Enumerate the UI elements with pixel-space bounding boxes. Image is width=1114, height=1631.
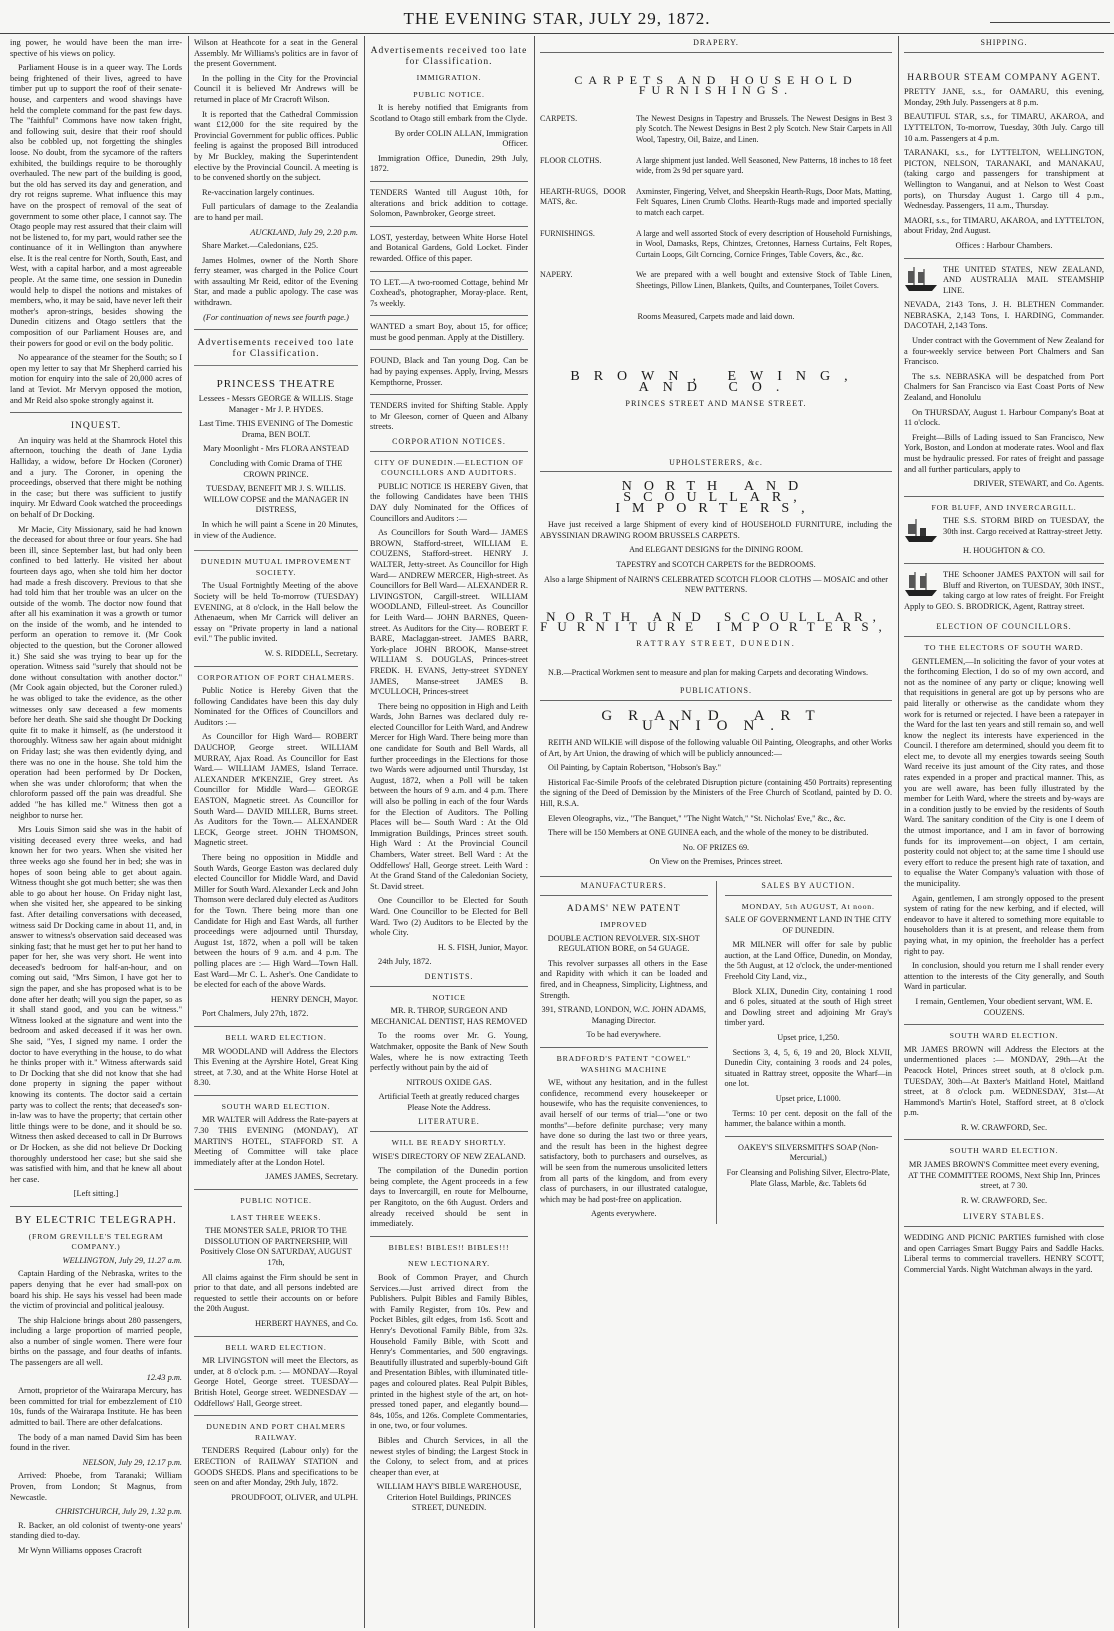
ad-text: Have just received a large Shipment of every kind of HOUSEHOLD FURNITURE, including the ABYSSINIAN DRAWING ROOM BRUSSELS CARPETS. <box>540 520 892 540</box>
ad-text: The compilation of the Dunedin portion being complete, the Agent proceeds in a few days to Invercargill, en route for Melbourne, per Rangitoto, on the 6th August. Orders and already received should be sent in immediately. <box>370 1166 528 1229</box>
section-heading: DENTISTS. <box>370 972 528 987</box>
ad-signature: PROUDFOOT, OLIVER, and ULPH. <box>231 1492 358 1502</box>
upholsterers-firm-2: NORTH AND SCOULLAR, FURNITURE IMPORTERS, <box>540 608 892 635</box>
section-heading: LITERATURE. <box>370 1117 528 1132</box>
ad-text: LOST, yesterday, between White Horse Hotel and Botanical Gardens, Gold Locket. Finder rewarded. Office of this paper. <box>370 232 528 263</box>
ad-title: DUNEDIN AND PORT CHALMERS RAILWAY. <box>206 1422 346 1442</box>
article-text: Share Market.—Caledonians, £25. <box>202 241 319 251</box>
ship-icon <box>904 265 938 293</box>
ad-text: MR LIVINGSTON will meet the Electors, as under, at 8 o'clock p.m. :— MONDAY—Royal George Hotel, George street. TUESDAY—British Hotel, George street. WEDNESDAY — Oddfellows' Hall, George street. <box>194 1356 358 1408</box>
ad-text: WISE'S DIRECTORY OF NEW ZEALAND. <box>372 1151 526 1161</box>
divider <box>904 1024 1104 1025</box>
dateline: WELLINGTON, July 29, 11.27 a.m. <box>62 1255 182 1265</box>
ad-text: In conclusion, should you return me I shall render every attention to the interests of the City generally, and South Ward in particular. <box>904 961 1104 992</box>
column-rule <box>534 36 535 1628</box>
ad-signature: R. W. CRAWFORD, Sec. <box>960 1122 1048 1132</box>
article-text: It is reported that the Cathedral Commission want £12,000 for the site required by the Provincial Government for public offices. Public feeling is against the proposed Bill introduced by Mr Buckley, making the Superintendent elective by the Provincial Council. A meeting is to be convened shortly on the subject. <box>194 109 358 183</box>
drapery-text: A large shipment just landed. Well Seasoned, New Patterns, 18 inches to 18 feet wide, from 2s 9d per square yard. <box>636 155 892 176</box>
divider <box>370 271 528 272</box>
ad-text: The Usual Fortnightly Meeting of the above Society will be held To-morrow (TUESDAY) EVENING, at 8 o'clock, in the Hall below the Athenaeum, when Mr Carrick will deliver an essay on "Private property in land a national evil." The public invited. <box>194 581 358 644</box>
ad-text: TENDERS Required (Labour only) for the ERECTION of RAILWAY STATION and GOODS SHEDS. Plans and specifications to be seen on and after Monday, 29th July, 1872. <box>194 1446 358 1488</box>
drapery-list <box>540 114 892 292</box>
ad-text: MR WALTER will Address the Rate-payers at 7.30 THIS EVENING (MONDAY), AT MARTIN'S HOTEL, STAFFORD ST. A Meeting of Committee will take place immediately after at the London Hotel. <box>194 1115 358 1167</box>
ad-text: It is hereby notified that Emigrants from Scotland to Otago still embark from the Clyde. <box>370 103 528 123</box>
dateline: CHRISTCHURCH, July 29, 1.32 p.m. <box>55 1507 182 1517</box>
ad-text: FOUND, Black and Tan young Dog. Can be had by paying expenses. Apply, Irving, Messrs Kempthorne, Prosser. <box>370 356 528 387</box>
drapery-row <box>540 229 892 261</box>
ad-title: SOUTH WARD ELECTION. <box>949 1146 1059 1156</box>
ship-icon <box>904 570 938 598</box>
ad-signature: DRIVER, STEWART, and Co. Agents. <box>973 479 1104 489</box>
ad-subtitle: NEW LECTIONARY. <box>408 1259 490 1269</box>
art-union-title: GRAND ART UNION. <box>601 707 831 735</box>
masthead-title: THE EVENING STAR, JULY 29, 1872. <box>403 9 711 28</box>
ad-title: FOR BLUFF, AND INVERCARGILL. <box>931 502 1077 512</box>
ad-title: CORPORATION OF PORT CHALMERS. <box>197 672 355 682</box>
divider <box>194 1336 358 1337</box>
divider <box>10 412 182 413</box>
divider <box>194 1095 358 1096</box>
left-sitting-note: [Left sitting.] <box>73 1189 119 1199</box>
drapery-firm: BROWN, EWING, AND CO. <box>570 369 862 395</box>
ad-signature: W. S. RIDDELL, Secretary. <box>264 648 358 658</box>
ad-text: MR MILNER will offer for sale by public auction, at the Land Office, Dunedin, on Monday, the 5th August, at 12 o'clock, the under-mentioned Freehold City Land, viz., <box>724 940 892 982</box>
ad-signature: WILLIAM HAY'S BIBLE WAREHOUSE, Criterion Hotel Buildings, PRINCES STREET, DUNEDIN. <box>376 1482 522 1513</box>
ad-title: OAKEY'S SILVERSMITH'S SOAP (Non-Mercurial,) <box>738 1142 879 1163</box>
ad-text: REITH AND WILKIE will dispose of the following valuable Oil Painting, Oleographs, and other Works of Art, by Art Union, the drawing of which will be publicly announced:— <box>540 737 892 758</box>
ad-text: Last Time. THIS EVENING of The Domestic Drama, BEN BOLT. <box>199 419 353 439</box>
drapery-text: A large and well assorted Stock of every description of Household Furnishings, in Wool, Damasks, Reps, Chintzes, Cretonnes, Harness Curtains, Felt Ropes, Curtain Loops, Gilt Corncing, Cornice Fringes, Table Covers, &c., &c. <box>636 228 892 259</box>
ad-signature: H. S. FISH, Junior, Mayor. <box>437 942 528 952</box>
ad-text: To the rooms over Mr. G. Young, Watchmaker, opposite the Bank of New South Wales, where he is now extracting Teeth perfectly without pain by the aid of <box>370 1031 528 1073</box>
ad-text: There will be 150 Members at ONE GUINEA each, and the whole of the money to be distributed. <box>548 828 869 838</box>
ad-title: SALE OF GOVERNMENT LAND IN THE CITY OF DUNEDIN. <box>724 915 892 935</box>
ad-text: For Cleansing and Polishing Silver, Electro-Plate, Plate Glass, Marble, &c. Tablets 6d <box>726 1167 890 1188</box>
article-text: Mrs Louis Simon said she was in the habit of visiting deceased every three weeks, and had known her for two years. When she visited her three weeks ago she found her in bed; she was in hopes of soon being able to get about again. Witness thought she got much better; she was then able to go about her house. On Friday night last, when she visited her, she appeared to be sinking fast. After detailing conversations with deceased, witness said Dr Docking came in about 11, and, in answer to witness's observation said deceased was sinking fast; that he must get her to put her hand to paper for her, she was very short. He went into deceased's bedroom for half-an-hour, and on coming out said, "Mrs Simon, I have got her to sign the paper, and she has proposed what is to be done after her death; will you sign the paper, so as it shall stand good, and you can be witness." Witness looked at the signature and went into the bedroom and asked deceased if it was her own. She said, "Yes, I signed my name. I order the doctor to have everything in the house, to do what he thinks proper with it." Witness afterwards said to Dr Docking that she did not know that she had done property in signing the paper without knowing its contents. The doctor said a certain party was to collect the rents; that deceased's son-in-law was to have the property; that certain other little things were to be done, and it should be so. Witness then asked deceased to call in Dr Burrows or Dr Hocken, as she did not believe Dr Docking thoroughly understood her case; but she said she was satisfied with him, and that he knew all about her case. <box>10 825 182 1184</box>
ad-signature: JAMES JAMES, Secretary. <box>265 1172 358 1182</box>
telegraph-heading: BY ELECTRIC TELEGRAPH. <box>15 1213 177 1226</box>
ad-subtitle: IMPROVED <box>600 920 648 930</box>
ad-signature: H. HOUGHTON & CO. <box>963 546 1045 556</box>
ad-text: There being no opposition in High and Leith Wards, John Barnes was declared duly re-elected Councillor for Leith Ward, and Andrew Mercer for High Ward. There being more than one candidate for South and Bell Wards, all further proceedings in the Elections for those two Wards were adjourned until Thursday, 1st August, 1872, when a Poll will be taken between the hours of 9 a.m. and 4 p.m. There will also be polling in each of the four Wards for the Election of Auditors. The Polling Places will be— South Ward : At the Old Immigration Buildings, Princes street south. High Ward : At the Provincial Council Chambers, Water street. Bell Ward : At the Oddfellows' Hall, George street. Leith Ward : At the Grand Stand of the Caledonian Society, St. David street. <box>370 701 528 891</box>
ad-signature: Agents everywhere. <box>591 1209 657 1219</box>
ad-text: Historical Fac-Simile Proofs of the celebrated Disruption picture (containing 450 Portraits) representing the signing of the Deed of Demission by the Ministers of the Free Church of Scotland, painted by D. O. Hill, R.S.A. <box>540 777 892 808</box>
divider <box>194 1026 358 1027</box>
article-text: Wilson at Heathcote for a seat in the General Assembly. Mr Williams's politics are in favor of the present Government. <box>194 38 358 69</box>
section-heading: ELECTION OF COUNCILLORS. <box>904 622 1104 637</box>
article-text: Re-vaccination largely continues. <box>202 187 315 197</box>
drapery-text: The Newest Designs in Tapestry and Brussels. The Newest Designs in Best 3 ply Scotch. The Newest Designs in Best 2 ply Scotch. New Stair Carpets in All Wool, Tapestry, Oil, Baize, and Linen. <box>636 113 892 144</box>
ad-title: BELL WARD ELECTION. <box>225 1342 327 1352</box>
column-rule <box>716 881 717 1224</box>
ad-text: PRETTY JANE, s.s., for OAMARU, this evening, Monday, 29th July. Passengers at 8 p.m. <box>904 87 1104 107</box>
ad-text: Concluding with Comic Drama of THE CROWN PRINCE. <box>209 459 343 479</box>
masthead-rule <box>990 22 1110 23</box>
ad-text: Upset price, 1,250. <box>777 1033 840 1043</box>
ad-text: All claims against the Firm should be sent in prior to that date, and all persons indebted are requested to settle their accounts on or before the 20th August. <box>194 1272 358 1314</box>
ad-text: As Councillors for South Ward— JAMES BROWN, Stafford-street, WILLIAM E. COUZENS, Stafford-street. HENRY J. WALTER, Jetty-street. As Councillor for High Ward— ANDREW MERCER, High-street. As Councillors for Bell Ward— ALEXANDER R. LIVINGSTON, Cargill-street. WILLIAM WOODLAND, Filleul-street. As Councillor for Leith Ward— JOHN BARNES, Queen-street. As Auditors for the City— ROBERT F. BARE, Maclaggan-street. JAMES BARR, York-place JOHN BROOK, Manse-street WILLIAM S. DOUGLAS, Princes-street FREDK. H. EVANS, Jetty-street SYDNEY JAMES, Manse-street JAMES B. M'CULLOCH, Princes-street <box>370 528 528 697</box>
ad-text: NITROUS OXIDE GAS. <box>406 1077 492 1087</box>
divider <box>194 1189 358 1190</box>
ad-text: Public Notice is Hereby Given that the following Candidates have been this day duly Nominated for the Offices of Councillors and Auditors :— <box>194 686 358 727</box>
ad-text: Upset price, L1000. <box>775 1094 841 1103</box>
drapery-row <box>540 114 892 146</box>
article-text: Full particulars of damage to the Zealandia are to hand per mail. <box>194 202 358 222</box>
ad-text: DOUBLE ACTION REVOLVER. SIX-SHOT REGULATION BORE, on 54 GUAGE. <box>547 933 700 954</box>
drapery-note: Rooms Measured, Carpets made and laid down. <box>637 311 795 321</box>
article-text: The ship Halcione brings about 280 passengers, including a large proportion of married people, also a number of single women. There were four births on the passage, and four deaths of infants. The passengers are all well. <box>10 1315 182 1368</box>
masthead <box>0 0 1114 34</box>
article-text: In the polling in the City for the Provincial Council it is believed Mr Andrews will be returned in place of Mr Cracroft Wilson. <box>194 73 358 104</box>
ad-text: Again, gentlemen, I am strongly opposed to the present system of rating for the new kerbing, and if elected, will endeavor to have it altered to something more equitable to householders than it is at present, and release them from paying what, in my opinion, the freeholder has a perfect right to pay. <box>904 893 1104 956</box>
column-news-2 <box>194 38 358 1626</box>
ad-text: Book of Common Prayer, and Church Services.—Just arrived direct from the Publishers. Pulpit Bibles and Family Bibles, with Family Register, from 10s. Pew and Pocket Bibles, gilt edges, from 1s6. Scott and Henry's Devotional Family Bible, from 32s. Household Family Bible, with Scott and Henry's Commentaries, and 500 engravings. Beautifully illustrated and superbly-bound Gift and Presentation Bibles, with illuminated title-pages and coloured plates. Real Pulpit Bibles, printed in the highest style of the art, on hot-pressed toned paper, and elegantly bound—84s, 105s, and 126s. Complete Commentaries, in one, two, or four volumes. <box>370 1273 528 1431</box>
inquest-heading: INQUEST. <box>70 421 122 432</box>
ad-text: Eleven Oleographs, viz., "The Banquet," "The Night Watch," "St. Nicholas' Eve," &c., &c. <box>548 813 846 823</box>
ad-title: BELL WARD ELECTION. <box>225 1032 327 1042</box>
ad-text: BEAUTIFUL STAR, s.s., for TIMARU, AKAROA, and LYTTELTON, To-morrow, Tuesday, 30th July. Cargo till 10 a.m. Passengers at 4 p.m. <box>904 112 1104 143</box>
divider <box>370 349 528 350</box>
ad-text: Port Chalmers, July 27th, 1872. <box>202 1009 309 1019</box>
ad-text: Terms: 10 per cent. deposit on the fall of the hammer, the balance within a month. <box>724 1108 892 1129</box>
drapery-label: CARPETS. <box>540 113 578 123</box>
divider <box>904 1139 1104 1140</box>
article-text: The body of a man named David Sim has been found in the river. <box>10 1432 182 1453</box>
ad-signature: By order COLIN ALLAN, Immigration Officer. <box>394 128 528 149</box>
ad-text: Also a large Shipment of NAIRN'S CELEBRATED SCOTCH FLOOR CLOTHS — MOSAIC and other NEW PATTERNS. <box>543 574 889 595</box>
ad-text: MR JAMES BROWN'S Committee meet every evening, AT THE COMMITTEE ROOMS, Next Ship Inn, Princes street, at 7 30. <box>907 1160 1101 1191</box>
divider <box>904 563 1104 564</box>
section-heading: PUBLICATIONS. <box>540 686 892 701</box>
ad-text: TO LET.—A two-roomed Cottage, behind Mr Coxhead's, photographer, Moray-place. Rent, 7s weekly. <box>370 277 528 308</box>
ad-text: N.B.—Practical Workmen sent to measure and plan for making Carpets and decorating Windows. <box>548 667 868 677</box>
late-ads-heading: Advertisements received too late for Classification. <box>197 338 355 359</box>
continuation-note: (For continuation of news see fourth page.) <box>203 312 349 322</box>
column-rule <box>188 36 189 1628</box>
article-text: Arrived: Phoebe, from Taranaki; William Proven, from London; St Magnus, from Newcastle. <box>10 1471 182 1502</box>
dateline: NELSON, July 29, 12.17 p.m. <box>82 1457 182 1467</box>
ad-text: PUBLIC NOTICE IS HEREBY Given, that the following Candidates have been THIS DAY duly Nominated for the Offices of Councillors and Auditors :— <box>370 481 528 523</box>
divider <box>194 1415 358 1416</box>
section-heading: DRAPERY. <box>540 38 892 53</box>
column-rule <box>364 36 365 1628</box>
ad-text: Artificial Teeth at greatly reduced charges Please Note the Address. <box>378 1092 520 1112</box>
ad-text: Bibles and Church Services, in all the newest styles of binding; the Largest Stock in the Colony, to select from, and at prices cheaper than ever, at <box>370 1435 528 1477</box>
divider <box>904 496 1104 497</box>
ad-subtitle: MONDAY, 5th AUGUST, At noon. <box>741 901 875 911</box>
section-heading: MANUFACTURERS. <box>540 881 708 896</box>
drapery-label: FURNISHINGS. <box>540 228 595 238</box>
ad-title: WILL BE READY SHORTLY. <box>391 1138 507 1148</box>
ad-title: BIBLES! BIBLES!! BIBLES!!! <box>388 1242 510 1252</box>
ad-signature: I remain, Gentlemen, Your obedient servant, WM. E. COUZENS. <box>915 996 1093 1017</box>
article-text: An inquiry was held at the Shamrock Hotel this afternoon, touching the death of Jane Lydia Halliday, a widow, before Dr Hocken (Coroner) and a jury. The Coroner, in opening the proceedings, observed that there might be nothing in the case; but there was sufficient to justify inquiry. Mr Edward Cook watched the proceedings on behalf of Dr Docking. <box>10 435 182 519</box>
section-heading: LIVERY STABLES. <box>904 1212 1104 1227</box>
ad-text: THE Schooner JAMES PAXTON will sail for Bluff and Riverton, on TUESDAY, 30th INST., taking cargo at low rates of freight. For Freight Apply to GEO. S. BRODRICK, Agent, Rattray street. <box>904 569 1104 611</box>
ad-text: No. OF PRIZES 69. <box>682 842 750 852</box>
ad-title: CITY OF DUNEDIN.—ELECTION OF COUNCILLORS AND AUDITORS. <box>374 457 524 478</box>
divider <box>370 394 528 395</box>
ad-text: MR JAMES BROWN will Address the Electors at the undermentioned places :— MONDAY, 29th—At the Peacock Hotel, Princes street south, at 8 o'clock p.m. TUESDAY, 30th—At Baxter's Maitland Hotel, Maitland street, at 8 o'clock p.m. WEDNESDAY, 31st—At Hammond's Martin's Hotel, Stafford street, at 8 o'clock p.m. <box>904 1044 1104 1118</box>
ad-text: In which he will paint a Scene in 20 Minutes, in view of the Audience. <box>194 519 358 540</box>
ad-title: DUNEDIN MUTUAL IMPROVEMENT SOCIETY. <box>200 557 352 577</box>
ad-subtitle: LAST THREE WEEKS. <box>230 1212 322 1222</box>
ad-title: THE UNITED STATES, NEW ZEALAND, AND AUSTRALIA MAIL STEAMSHIP LINE. <box>943 264 1104 295</box>
ad-text: TENDERS Wanted till August 10th, for alterations and brick addition to cottage. Solomon, Pawnbroker, George street. <box>370 187 528 219</box>
drapery-label: HEARTH-RUGS, DOOR MATS, &c. <box>540 186 626 207</box>
article-text: R. Backer, an old colonist of twenty-one years' standing died to-day. <box>10 1520 182 1541</box>
ad-text: Offices : Harbour Chambers. <box>955 240 1053 250</box>
drapery-label: NAPERY. <box>540 270 573 280</box>
ad-text: THE S.S. STORM BIRD on TUESDAY, the 30th inst. Cargo received at Rattray-street Jetty. <box>943 516 1104 536</box>
ad-title: SOUTH WARD ELECTION. <box>221 1101 331 1111</box>
column-rule <box>898 36 899 1628</box>
telegraph-source: (FROM GREVILLE'S TELEGRAM COMPANY.) <box>28 1231 164 1252</box>
article-text: ing power, he would have been the man irre- spective of his views on policy. <box>10 38 182 58</box>
ad-text: WANTED a smart Boy, about 15, for office; must be good penman. Apply at the Distillery. <box>370 322 528 342</box>
manufacturers-column <box>540 881 708 1224</box>
ad-text: On THURSDAY, August 1. Harbour Company's Boat at 11 o'clock. <box>904 407 1104 428</box>
article-text: James Holmes, owner of the North Shore ferry steamer, was charged in the Police Court with assaulting Mr Reid, editor of the Evening Star, and made a public apology. The case was withdrawn. <box>194 255 358 308</box>
ad-subtitle: PUBLIC NOTICE. <box>413 89 485 99</box>
ad-text: To be had everywhere. <box>586 1030 661 1040</box>
divider <box>540 1047 708 1048</box>
ad-text: GENTLEMEN,—In soliciting the favor of your votes at the forthcoming Election, I do so of my own accord, and not as the nominee of any party or clique; knowing well that requisitions in general are got up by persons who are paid literally or otherwise as the candidate whom they work for is returned or rejected. I have been a ratepayer in the Ward for the last ten years and still remain so, and well know the neglect its interests have experienced in the Council. I therefore am determined, should you deem fit to elect me, to devote all my energies towards seeing South Ward receive its just amount of the City rates, and those rates expended in a proper and practical manner. This, as you are well aware, has been fully illustrated by the member for Leith Ward, where the streets and by-ways are in a condition justly to be envied by the residents of South Ward. The sanitary condition of the City is one I deem of the utmost importance, and I am in favor of borrowing funds for its improvement—on object, I am certain, posterity could not object to; at the same time I should use every effort to reduce the present high rate of taxation, and to equalise the Water Company's valuation with those of the municipality. <box>904 656 1104 888</box>
article-text: Parliament House is in a queer way. The Lords being frightened of their lives, agreed to have timber put up to support the roof of their senate-house, and carpenters and wood shavings have held the complete command for the past few days. The "faithful" Commons have now taken fright, and following suit, desire that their roof should also be cobbled up, not forgetting the shingles loose. No doubt, from the sycamore of the rafters exhibited, the buildings require to be thoroughly overhauled. The new part of the building is good, but the old has served its day and generation, and dry rot reigns supreme. What influence this may have on the prospect of removal of the seat of government to some other place, I cannot say. The Otago people may rest assured that their claim will not be listened to, for my part, would rather see the continuance of it in Wellington than anywhere else. It is the real centre for North, South, East, and West, with a capital harbor, and a most agreeable people. At the same time, one session in Dunedin would help to dispel the notions and mistakes of members, who, it may be said, have never left their mother's apron-strings, besides showing the Dunedin citizens and Otago settlers that the composition of our Parliament Houses are, and their powers for good or evil on the body politic. <box>10 63 182 348</box>
divider <box>904 258 1104 259</box>
ad-title: PRINCESS THEATRE <box>216 378 336 391</box>
divider <box>194 329 358 330</box>
ad-signature: HENRY DENCH, Mayor. <box>270 994 358 1004</box>
ad-text: Freight—Bills of Lading issued to San Francisco, New York, Boston, and London at moderate rates. Wool and flax must be hydraulic pressed. For rates of freight and passage and all further particulars, apply to <box>904 432 1104 474</box>
section-heading: SALES BY AUCTION. <box>725 881 893 896</box>
ad-text: On View on the Premises, Princes street. <box>649 857 783 867</box>
ad-title: PUBLIC NOTICE. <box>240 1196 312 1206</box>
ad-text: Mary Moonlight - Mrs FLORA ANSTEAD <box>203 444 349 454</box>
ad-text: Oil Painting, by Captain Robertson, "Hobson's Bay." <box>548 763 721 773</box>
drapery-title: CARPETS AND HOUSEHOLD FURNISHINGS. <box>574 72 858 98</box>
divider <box>370 226 528 227</box>
ad-text: Lessees - Messrs GEORGE & WILLIS. Stage Manager - Mr J. P. HYDES. <box>198 394 354 414</box>
drapery-text: Axminster, Fingering, Velvet, and Sheepskin Hearth-Rugs, Door Mats, Matting, Felt Squares, Linen Crumb Cloths. Hearth-Rugs made and imported specially to match each carpet. <box>636 186 892 217</box>
ad-text: Sections 3, 4, 5, 6, 19 and 20, Block XLVII, Dunedin City, containing 3 roods and 24 poles, situated in Rattray street, opposite the Wharf—in one lot. <box>724 1047 892 1089</box>
divider <box>10 1206 182 1207</box>
article-text: Mr Wynn Williams opposes Cracroft <box>18 1545 142 1555</box>
section-heading: UPHOLSTERERS, &c. <box>540 458 892 473</box>
ad-title: BRADFORD'S PATENT "COWEL" WASHING MACHINE <box>556 1054 691 1074</box>
late-ads-heading: Advertisements received too late for Classification. <box>370 46 528 67</box>
section-heading: CORPORATION NOTICES. <box>370 437 528 452</box>
ad-text: 24th July, 1872. <box>378 957 432 967</box>
column-ads-3 <box>370 38 528 1626</box>
ad-text: There being no opposition in Middle and South Wards, George Easton was declared duly elected Councillor for Middle Ward, and David Miller for South Ward. Alexander Leck and John Thomson were declared duly elected as Auditors for the Town. There being more than one Candidate for High and East Wards, all further proceedings were adjourned until Thursday, August 1st, 1872, when a poll will be taken between the hours of 9 a.m. and 4 p.m. The polling places are :— High Ward—Town Hall. East Ward—Mr C. L. Asher's. One Candidate to be elected for each of the above Wards. <box>194 853 358 990</box>
article-text: No appearance of the steamer for the South; so I open my letter to say that Mr Shepherd carried his motion for enquiry into the sale of 20,000 acres of land at Teviot. Mr Mervyn opposed the motion, and Mr Reid also spoke strongly against it. <box>10 353 182 405</box>
ad-title: HARBOUR STEAM COMPANY AGENT. <box>907 72 1101 83</box>
ad-text: And ELEGANT DESIGNS for the DINING ROOM. <box>629 545 803 555</box>
ad-text: TENDERS invited for Shifting Stable. Apply to Mr Gleeson, corner of Queen and Albany streets. <box>370 401 528 432</box>
article-text: Arnott, proprietor of the Wairarapa Mercury, has been committed for trial for embezzlement of £10 10s, funds of the Wairarapa Institute. He has been admitted to bail. There are other defalcations. <box>10 1386 182 1428</box>
drapery-address: PRINCES STREET AND MANSE STREET. <box>625 399 807 409</box>
section-heading: SHIPPING. <box>904 38 1104 53</box>
ad-subtitle: TO THE ELECTORS OF SOUTH WARD. <box>924 642 1084 652</box>
divider <box>370 315 528 316</box>
ad-text: MAORI, s.s., for TIMARU, AKAROA, and LYTTELTON, about Friday, 2nd August. <box>904 215 1104 236</box>
ad-text: 391, STRAND, LONDON, W.C. JOHN ADAMS, Managing Director. <box>541 1005 706 1025</box>
drapery-text: We are prepared with a well bought and extensive Stock of Table Linen, Sheetings, Pillow Linen, Blankets, Quilts, and Counterpanes, Toilet Covers. <box>636 270 892 290</box>
ad-signature: R. W. CRAWFORD, Sec. <box>960 1195 1048 1205</box>
dateline: AUCKLAND, July 29, 2.20 p.m. <box>250 227 358 237</box>
bottom-ads <box>540 876 892 1224</box>
ad-text: MR WOODLAND will Address the Electors This Evening at the Ayrshire Hotel, Great King street, at 7.30, and at the White Horse Hotel at 8.30. <box>194 1046 358 1088</box>
ad-title: IMMIGRATION. <box>416 73 482 83</box>
divider <box>370 1236 528 1237</box>
ad-text: TUESDAY, BENEFIT MR J. S. WILLIS. WILLOW COPSE and the MANAGER IN DISTRESS, <box>203 484 349 515</box>
column-commercial <box>540 38 892 1626</box>
divider <box>725 1136 893 1137</box>
drapery-row <box>540 187 892 219</box>
article-text: Mr Macie, City Missionary, said he had known the deceased for about three or four years. She had been ill, since September last, but had only been confined to bed latterly. He visited her about fourteen days ago, when she told him her doctor had made a fresh discovery. Previous to that she had told him that her trouble was an ulcer on the outside of the womb. The doctor now found that after all his examination it was a growth or tumor on the inside of the womb, and he intended to perform an operation to remove it. (Mr Cook objected to the question, but the Coroner allowed it.) She said she was trying to bear up for the operation. Witness said "surely that should not be done without consultation with another doctor." (Mr Cook again objected, but the Coroner ruled.) he was obliged to take the evidence, as the other witnesses only saw deceased a few moments before her death. She said she thought Dr Docking quite fit to make it himself, as (he understood it thoroughly. Witness saw her again about midnight on Friday last; she was then evidently dying, and there was no one in the house. She told him the operation had been performed by Dr Docken, when she was under chloroform; that when the chloroform passed off the pain was dreadful. She added "he has killed me." Witness then got a neighbor to nurse her. <box>10 524 182 820</box>
ad-text: TARANAKI, s.s., for LYTTELTON, WELLINGTON, PICTON, NELSON, TARANAKI, and MANAKAU, (taking cargo and passengers for transhipment at Wellington to Wanganui, and at Nelson to West Coast ports), on Thursday August 1. Cargo till 4 p.m., Wednesday. Passengers, 11 a.m., Thursday. <box>904 148 1104 211</box>
drapery-row <box>540 156 892 177</box>
upholsterers-address: RATTRAY STREET, DUNEDIN. <box>636 639 796 648</box>
ad-text: Block XLIX, Dunedin City, containing 1 rood and 6 poles, situated at the south of High street and Dowling street and adjoining Mr Gray's timber yard. <box>724 986 892 1028</box>
column-news-1 <box>10 38 182 1626</box>
dateline: 12.43 p.m. <box>146 1372 182 1382</box>
ad-title: SOUTH WARD ELECTION. <box>949 1031 1059 1041</box>
divider <box>194 666 358 667</box>
ad-text: One Councillor to be Elected for South Ward. One Councillor to be Elected for Bell Ward. Two (2) Auditors to be Elected by the whole City. <box>370 896 528 938</box>
ship-icon <box>904 516 938 544</box>
column-shipping <box>904 38 1104 1626</box>
ad-text: MR. R. THROP, SURGEON AND MECHANICAL DENTIST, HAS REMOVED <box>370 1006 528 1026</box>
ad-text: Immigration Office, Dunedin, 29th July, 1872. <box>370 153 528 174</box>
ad-text: WEDDING AND PICNIC PARTIES furnished with close and open Carriages Smart Buggy Pairs and Saddle Hacks. Liberal terms to commercial travellers. HENRY SCOTT, Commercial Yards. Night Watchman always in the yard. <box>904 1233 1104 1274</box>
drapery-row <box>540 270 892 291</box>
ad-princess-theatre <box>194 365 358 551</box>
ad-text: NEVADA, 2143 Tons, J. H. BLETHEN Commander. NEBRASKA, 2,143 Tons, I. HARDING, Commander. DACOTAH, 2,143 Tons. <box>904 300 1104 331</box>
drapery-label: FLOOR CLOTHS. <box>540 155 602 165</box>
ad-title: NOTICE <box>432 992 466 1002</box>
ad-text: Under contract with the Government of New Zealand for a four-weekly service between Port Chalmers and San Francisco. <box>904 336 1104 367</box>
upholsterers-firm: NORTH AND SCOULLAR, IMPORTERS, <box>615 479 817 516</box>
divider <box>370 181 528 182</box>
auction-column <box>725 881 893 1224</box>
ad-title: ADAMS' NEW PATENT <box>566 903 681 914</box>
ad-text: The s.s. NEBRASKA will be despatched from Port Chalmers for San Francisco via East Coast Ports of New Zealand, and Honolulu <box>904 371 1104 403</box>
ad-text: This revolver surpasses all others in the Ease and Rapidity with which it can be loaded and fired, and in Cheapness, Simplicity, Lightness, and Strength. <box>540 958 708 1000</box>
ad-text: THE MONSTER SALE, PRIOR TO THE DISSOLUTION OF PARTNERSHIP, Will Positively Close ON SATURDAY, AUGUST 17th, <box>200 1226 352 1267</box>
ad-text: As Councillor for High Ward— ROBERT DAUCHOP, George street. WILLIAM MURRAY, Ajax Road. As Councillor for East Ward.— WILLIAM JAMES, Island Terrace. ALEXANDER M'KENZIE, Grey street. As Councillor for Middle Ward— GEORGE EASTON, Magnetic street. As Councillor for South Ward— DAVID MILLER, Burns street. As Auditors for the Town.— ALEXANDER LECK, George street. JOHN THOMSON, Magnetic street. <box>194 732 358 848</box>
ad-text: TAPESTRY and SCOTCH CARPETS for the BEDROOMS. <box>616 560 816 570</box>
article-text: Captain Harding of the Nebraska, writes to the papers denying that he ever had small-pox on board his ship. He says his vessel had been made the victim of provincial and political jealousy. <box>10 1269 182 1311</box>
ad-text: WE, without any hesitation, and in the fullest confidence, recommend every housekeeper or housewife, who has the requisite conveniences, to avail herself of our terms of trial—"one or two months"—before definite purchase; very many have done so during the last two or three years, and the result has been in the highest degree satisfactory, both to purchasers and ourselves, as will be seen from the numerous unsolicited letters from all parts of the kingdom, and from every class of purchasers, in our illustrated catalogue, which may be had post-free on application. <box>540 1078 708 1204</box>
ad-signature: HERBERT HAYNES, and Co. <box>254 1318 358 1328</box>
